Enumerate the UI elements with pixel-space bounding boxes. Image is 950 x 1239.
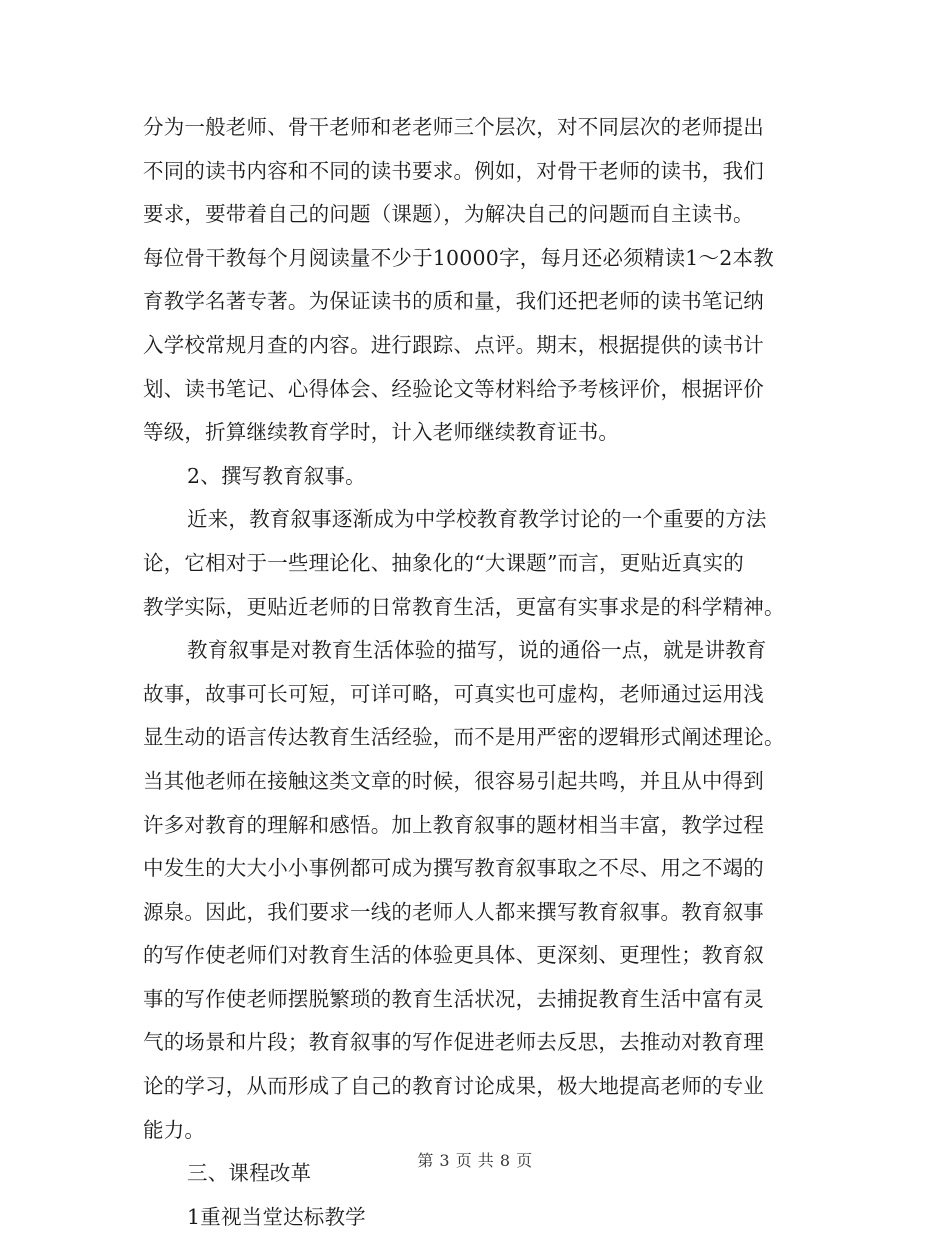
document-body — [143, 106, 807, 1239]
text-line: 当其他老师在接触这类文章的时候，很容易引起共鸣，并且从中得到 — [143, 768, 764, 793]
text-line: 中发生的大大小小事例都可成为撰写教育叙事取之不尽、用之不竭的 — [143, 856, 764, 881]
text-line: 等级，折算继续教育学时，计入老师继续教育证书。 — [143, 420, 620, 445]
text-line: 教育叙事是对教育生活体验的描写，说的通俗一点，就是讲教育 — [187, 638, 767, 663]
text-line: 1重视当堂达标教学 — [187, 1204, 366, 1229]
text-line: 论，它相对于一些理论化、抽象化的“大课题”而言，更贴近真实的 — [143, 550, 744, 575]
text-line: 不同的读书内容和不同的读书要求。例如，对骨干老师的读书，我们 — [143, 158, 764, 183]
text-line: 论的学习，从而形成了自己的教育讨论成果，极大地提高老师的专业 — [143, 1074, 764, 1099]
text-line: 显生动的语言传达教育生活经验，而不是用严密的逻辑形式阐述理论。 — [143, 725, 785, 750]
page-footer: 第 3 页 共 8 页 — [417, 1151, 533, 1170]
text-line: 源泉。因此，我们要求一线的老师人人都来撰写教育叙事。教育叙事 — [143, 899, 764, 924]
text-line: 近来，教育叙事逐渐成为中学校教育教学讨论的一个重要的方法 — [187, 507, 767, 532]
text-line: 划、读书笔记、心得体会、经验论文等材料给予考核评价，根据评价 — [143, 376, 764, 401]
text-line: 三、课程改革 — [187, 1161, 312, 1186]
text-line: 每位骨干教每个月阅读量不少于10000字，每月还必须精读1～2本教 — [143, 245, 774, 270]
text-line: 许多对教育的理解和感悟。加上教育叙事的题材相当丰富，教学过程 — [143, 812, 764, 837]
text-line: 的写作使老师们对教育生活的体验更具体、更深刻、更理性；教育叙 — [143, 943, 764, 968]
text-line: 入学校常规月查的内容。进行跟踪、点评。期末，根据提供的读书计 — [143, 332, 764, 357]
text-line: 气的场景和片段；教育叙事的写作促进老师去反思，去推动对教育理 — [143, 1030, 764, 1055]
text-line: 2、撰写教育叙事。 — [187, 463, 366, 488]
text-line: 要求，要带着自己的问题（课题），为解决自己的问题而自主读书。 — [143, 202, 754, 227]
text-line: 能力。 — [143, 1117, 206, 1142]
text-line: 事的写作使老师摆脱繁琐的教育生活状况，去捕捉教育生活中富有灵 — [143, 986, 764, 1011]
text-line: 育教学名著专著。为保证读书的质和量，我们还把老师的读书笔记纳 — [143, 289, 764, 314]
text-line: 教学实际，更贴近老师的日常教育生活，更富有实事求是的科学精神。 — [143, 594, 785, 619]
text-line: 分为一般老师、骨干老师和老老师三个层次，对不同层次的老师提出 — [143, 115, 764, 139]
text-line: 故事，故事可长可短，可详可略，可真实也可虚构，老师通过运用浅 — [143, 681, 764, 706]
